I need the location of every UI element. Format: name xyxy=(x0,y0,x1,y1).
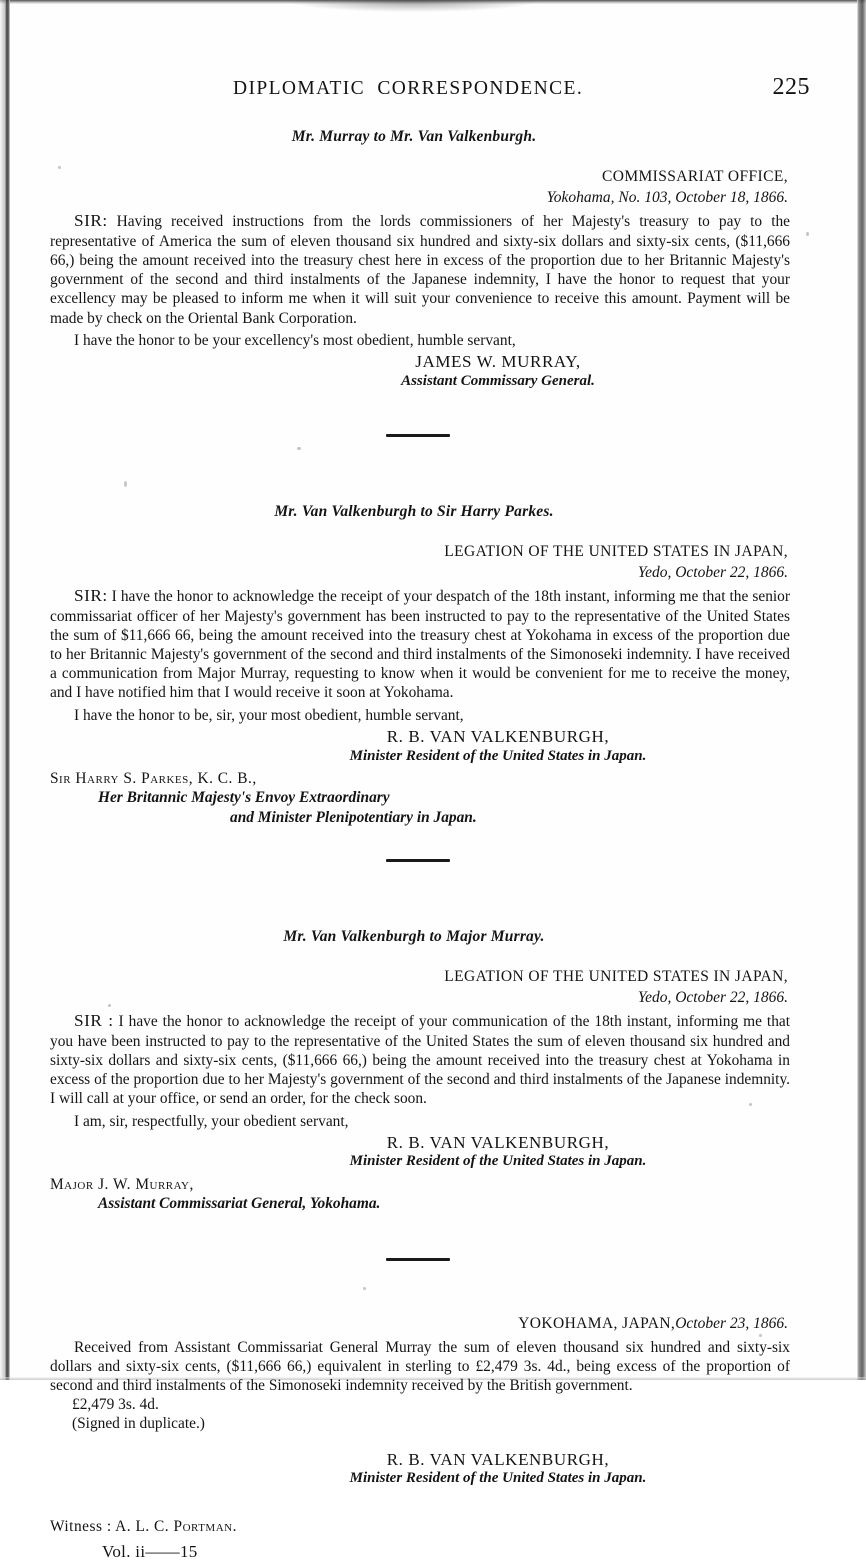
letter-3-body xyxy=(50,1010,816,1108)
divider-rule xyxy=(386,1258,450,1261)
letter-3-signature-name: R. B. VAN VALKENBURGH, xyxy=(386,1132,610,1152)
letter-2-body-text: I have the honor to acknowledge the receipt of your despatch of the 18th instant, informing me that the senior commissariat officer of her Majesty's government has been instructed to pay to the representative of the United States the sum of $11,666 66, being the amount received into the treasury chest at Yokohama in excess of the proportion due to her Britannic Majesty's government of the second and third instalments of the Simonoseki indemnity. I have received a communication from Major Murray, requesting to know when it would be convenient for me to receive the money, and I have notified him that I would receive it soon at Yokohama. xyxy=(50,588,790,702)
letter-1-dateline-place: COMMISSARIAT OFFICE, xyxy=(601,168,788,185)
volume-signature-mark: Vol. ii——15 xyxy=(102,1541,198,1561)
letter-1-signature-name: JAMES W. MURRAY, xyxy=(415,351,581,371)
letter-3-addressee-name: Major J. W. Murray, xyxy=(50,1175,194,1193)
page-number: 225 xyxy=(772,74,810,100)
letter-2-dateline-place: LEGATION OF THE UNITED STATES IN JAPAN, xyxy=(444,542,788,560)
letter-1-dateline-date: Yokohama, No. 103, October 18, 1866. xyxy=(546,189,788,206)
receipt-dateline-date: October 23, 1866. xyxy=(675,1314,788,1332)
letter-1-caption: Mr. Murray to Mr. Van Valkenburgh. xyxy=(291,128,537,145)
letter-2-addressee xyxy=(50,769,816,827)
letter-3-salutation: SIR : xyxy=(74,1011,114,1031)
receipt-dateline-place: YOKOHAMA, JAPAN, xyxy=(518,1314,676,1332)
letter-2-salutation: SIR: xyxy=(74,586,108,606)
letter-2-addressee-name: Sir Harry S. Parkes, K. C. B., xyxy=(50,769,257,787)
divider-rule xyxy=(386,859,450,862)
receipt-witness: Witness : A. L. C. Portman. xyxy=(50,1517,237,1535)
scan-gutter-right xyxy=(857,0,866,1380)
running-head xyxy=(50,74,816,101)
page-content xyxy=(50,0,816,1561)
letter-3-body-text: I have the honor to acknowledge the receipt of your communication of the 18th instant, informing me that you have been instructed to pay to the representative of the United States the sum of eleven thousand six hundred and sixty-six dollars and sixty-six cents, ($11,666 66,) being the amount received into the treasury chest at Yokohama in excess of the proportion due to her Majesty's government of the second and third instalments of the Japanese indemnity. I will call at your office, or send an order, for the check soon. xyxy=(50,1013,791,1108)
receipt-dateline xyxy=(50,1314,816,1334)
letter-3-dateline-date: Yedo, October 22, 1866. xyxy=(637,989,788,1007)
receipt-signature-role: Minister Resident of the United States in Japan. xyxy=(349,1470,647,1487)
scan-gutter-left xyxy=(5,0,10,1380)
letter-3-signature xyxy=(50,1133,816,1171)
letter-2-signature xyxy=(50,727,816,765)
letter-3-caption: Mr. Van Valkenburgh to Major Murray. xyxy=(283,928,545,946)
letter-3-closing: I am, sir, respectfully, your obedient servant, xyxy=(74,1112,349,1130)
letter-3-addressee-title-1: Assistant Commissariat General, Yokohama. xyxy=(98,1195,381,1213)
letter-1-closing: I have the honor to be your excellency's most obedient, humble servant, xyxy=(74,331,516,349)
divider-rule xyxy=(386,434,450,437)
letter-1-signature-role: Assistant Commissary General. xyxy=(401,372,595,389)
letter-2-caption: Mr. Van Valkenburgh to Sir Harry Parkes. xyxy=(274,502,554,520)
receipt-section xyxy=(50,1314,816,1562)
letter-2 xyxy=(50,503,816,827)
letter-1 xyxy=(50,128,816,390)
letter-3-dateline xyxy=(50,967,816,1007)
section-divider-2 xyxy=(50,849,816,867)
letter-1-body-text: Having received instructions from the lords commissioners of her Majesty's treasury to pay to the representative of America the sum of eleven thousand six hundred and sixty-six dollars and sixty-six cents, ($11,666 66,) being the amount received into the treasury chest here in excess of the proportion due to her Britannic Majesty's government of the second and third instalments of the Japanese indemnity, I have the honor to request that your excellency may be pleased to inform me when it will suit your convenience to receive this amount. Payment will be made by check on the Oriental Bank Corporation. xyxy=(50,213,790,327)
letter-3 xyxy=(50,928,816,1214)
letter-2-closing: I have the honor to be, sir, your most obedient, humble servant, xyxy=(74,706,464,724)
section-divider-1 xyxy=(50,424,816,442)
letter-1-body xyxy=(50,210,816,327)
receipt-amount: £2,479 3s. 4d. xyxy=(72,1396,159,1414)
letter-2-addressee-title-1: Her Britannic Majesty's Envoy Extraordinary xyxy=(98,789,390,807)
letter-3-addressee xyxy=(50,1175,816,1214)
letter-3-signature-role: Minister Resident of the United States in Japan. xyxy=(349,1153,647,1170)
receipt-duplicate-note: (Signed in duplicate.) xyxy=(72,1415,205,1433)
receipt-signature xyxy=(50,1450,816,1488)
letter-2-signature-role: Minister Resident of the United States in Japan. xyxy=(349,747,647,764)
letter-2-dateline xyxy=(50,542,816,582)
page-title: DIPLOMATIC CORRESPONDENCE. xyxy=(233,78,584,99)
receipt-signature-name: R. B. VAN VALKENBURGH, xyxy=(386,1449,610,1469)
letter-1-signature xyxy=(50,352,816,390)
letter-2-dateline-date: Yedo, October 22, 1866. xyxy=(637,563,788,581)
receipt-body: Received from Assistant Commissariat General Murray the sum of eleven thousand six hundred and sixty-six dollars and sixty-six cents, ($11,666 66,) equivalent in sterling to £2,479 3s. 4d., being excess of the proportion of second and third instalments of the Simonoseki indemnity received by the British government. xyxy=(50,1338,790,1394)
letter-1-salutation: SIR: xyxy=(74,211,108,231)
letter-3-dateline-place: LEGATION OF THE UNITED STATES IN JAPAN, xyxy=(444,968,788,986)
letter-1-dateline xyxy=(50,167,816,207)
section-divider-3 xyxy=(50,1248,816,1266)
letter-2-signature-name: R. B. VAN VALKENBURGH, xyxy=(386,726,610,746)
letter-2-body xyxy=(50,585,816,702)
letter-2-addressee-title-2: and Minister Plenipotentiary in Japan. xyxy=(230,808,477,826)
